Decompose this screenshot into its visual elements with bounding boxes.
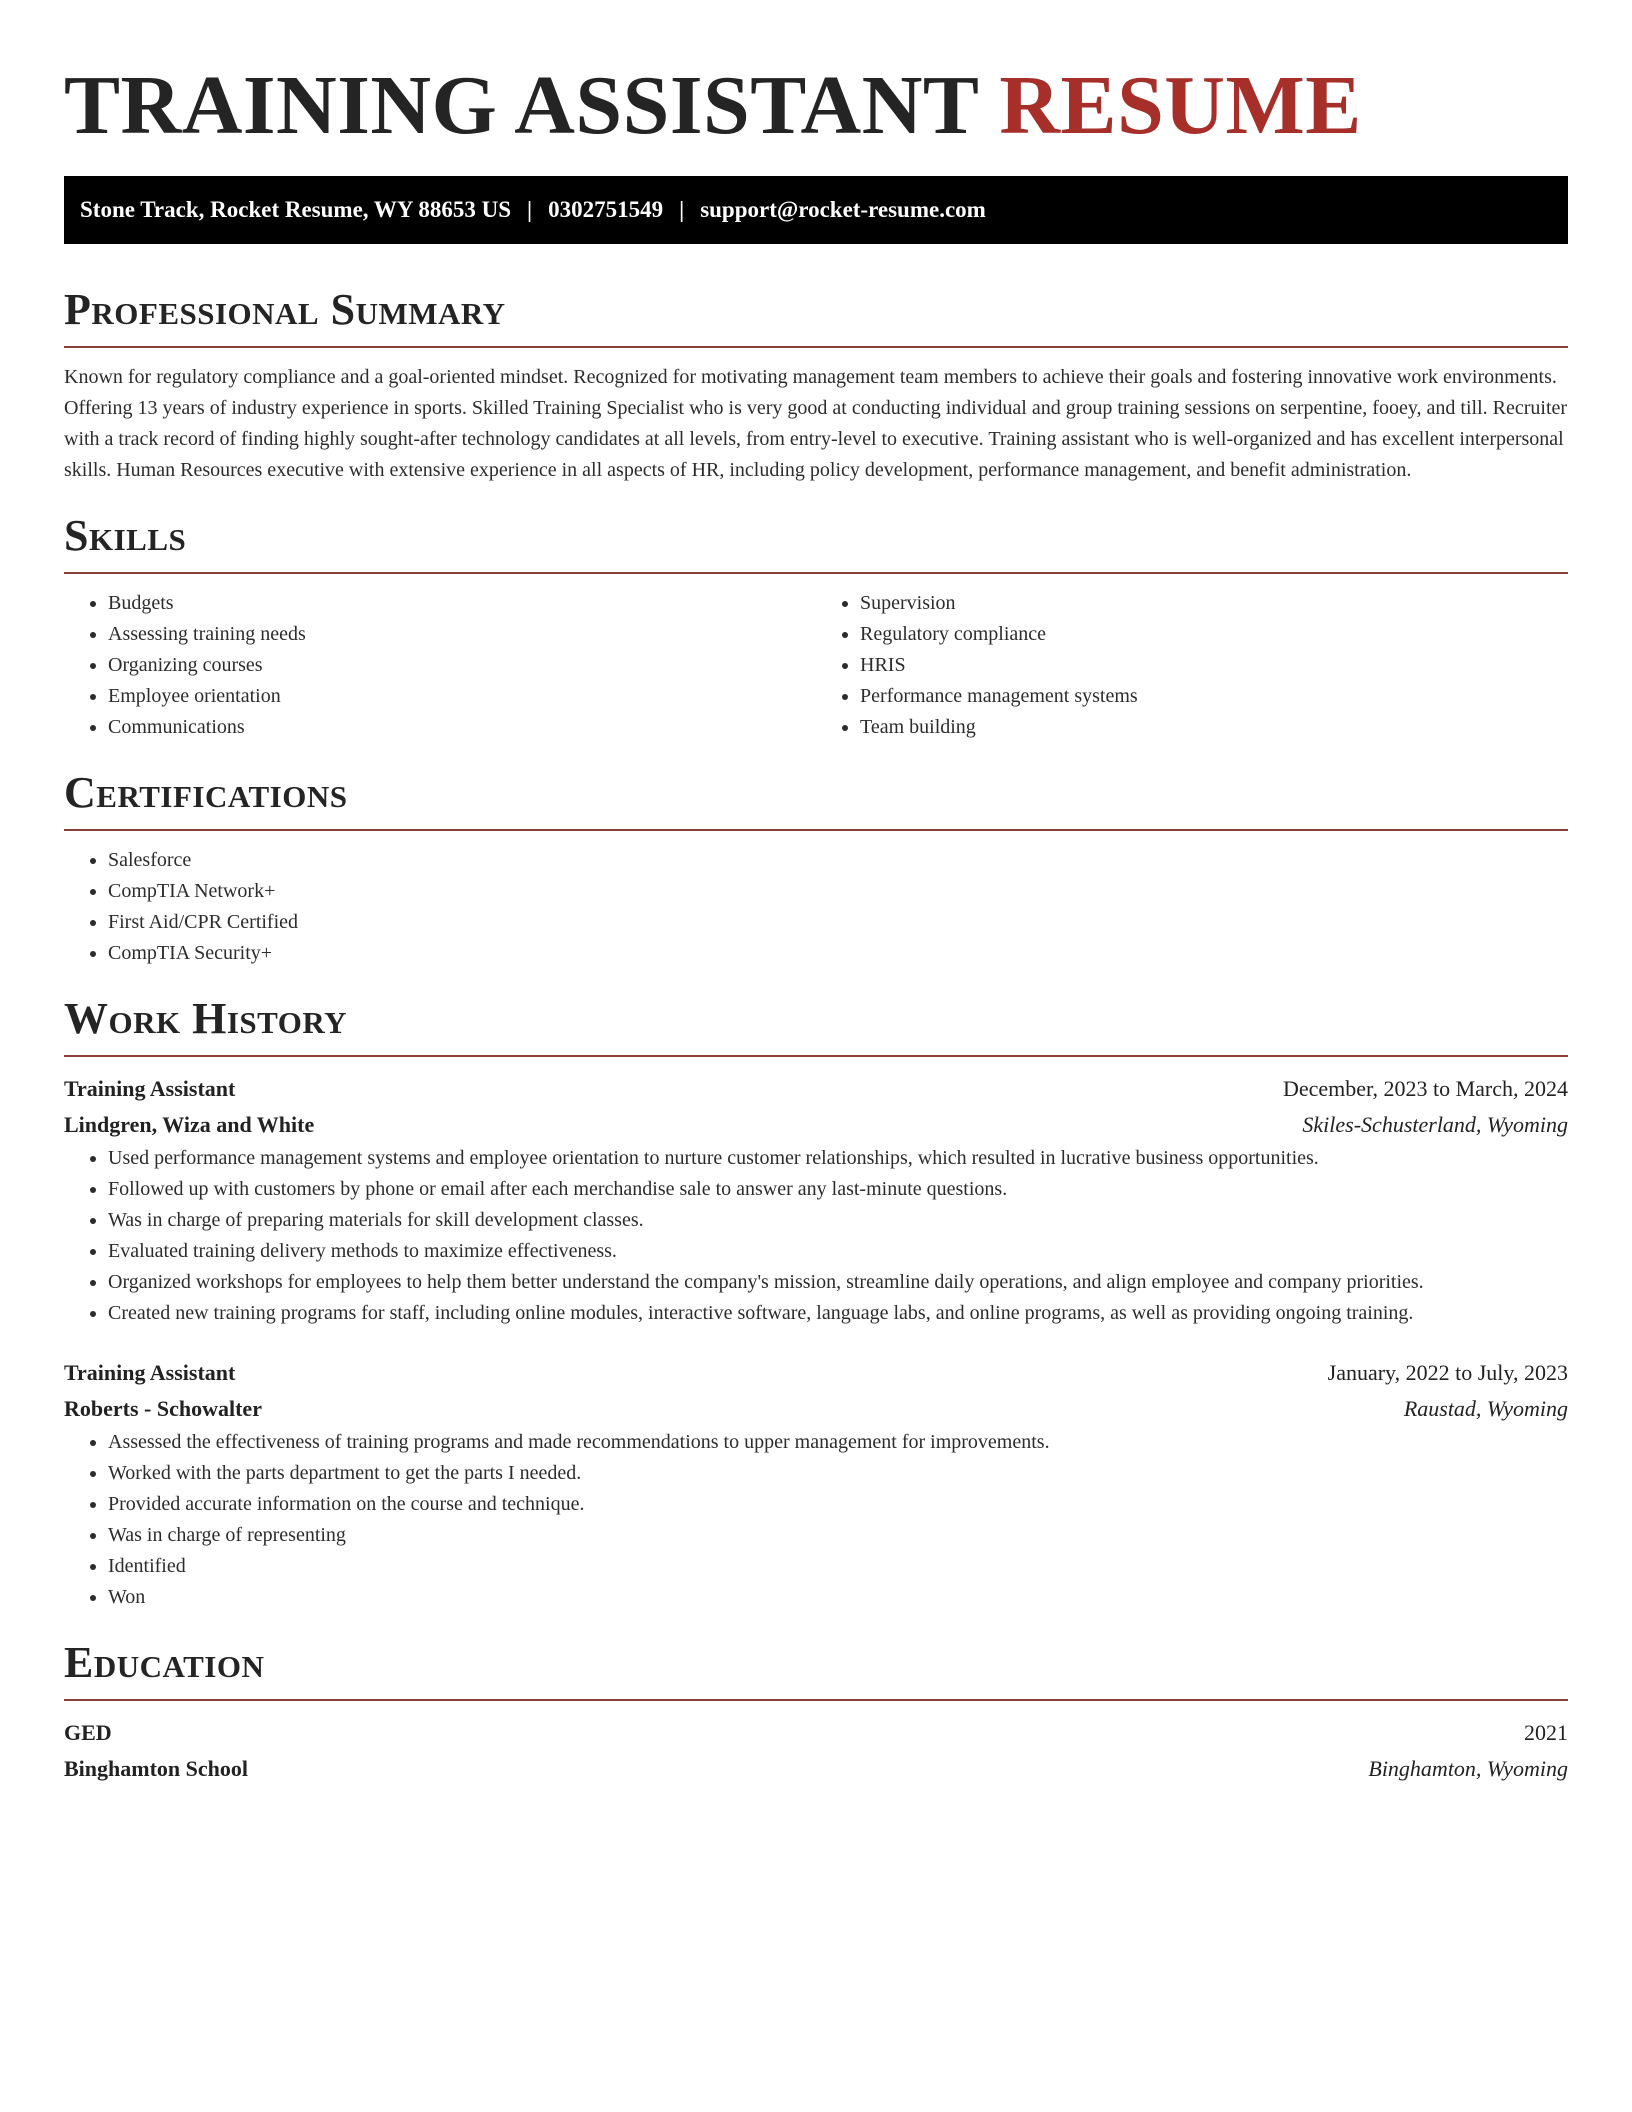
contact-bar	[64, 176, 1568, 244]
section-divider	[64, 829, 1568, 831]
skills-grid	[64, 588, 1568, 743]
job-dates: December, 2023 to March, 2024	[1282, 1076, 1568, 1101]
job-location: Skiles-Schusterland, Wyoming	[1302, 1112, 1568, 1137]
skill-item: • Supervision	[860, 588, 1568, 619]
job-company: Roberts - Schowalter	[64, 1396, 262, 1421]
job-duty: • Was in charge of preparing materials for skill development classes.	[108, 1205, 1568, 1236]
job-duty: • Provided accurate information on the course and technique.	[108, 1489, 1568, 1520]
education-header-row	[64, 1715, 1568, 1751]
job-duty: • Was in charge of representing	[108, 1520, 1568, 1551]
job-title: Training Assistant	[64, 1360, 236, 1385]
job-duty: • Organized workshops for employees to help them better understand the company's mission, streamline daily operations, and align employee and company priorities.	[108, 1267, 1568, 1298]
job-duty: • Won	[108, 1582, 1568, 1613]
section-divider	[64, 346, 1568, 348]
skills-list-left	[64, 588, 816, 743]
job-title: Training Assistant	[64, 1076, 236, 1101]
job-duty: • Worked with the parts department to get the parts I needed.	[108, 1458, 1568, 1489]
contact-separator: |	[679, 197, 685, 222]
certifications-heading: Certifications	[64, 768, 348, 817]
job-duties-list	[64, 1143, 1568, 1329]
contact-phone: 0302751549	[548, 197, 664, 222]
job-duty: • Assessed the effectiveness of training programs and made recommendations to upper management for improvements.	[108, 1427, 1568, 1458]
summary-text: Known for regulatory compliance and a goal-oriented mindset. Recognized for motivating management team members to achieve their goals and fostering innovative work environments. Offering 13 years of industry experience in sports. Skilled Training Specialist who is very good at conducting individual and group training sessions on serpentine, fooey, and till. Recruiter with a track record of finding highly sought-after technology candidates at all levels, from entry-level to executive. Training assistant who is well-organized and has excellent interpersonal skills. Human Resources executive with extensive experience in all aspects of HR, including policy development, performance management, and benefit administration.	[64, 366, 1568, 481]
skill-item: • HRIS	[860, 650, 1568, 681]
section-divider	[64, 572, 1568, 574]
education-school-row	[64, 1751, 1568, 1787]
certifications-section	[64, 767, 1568, 969]
job-location: Raustad, Wyoming	[1403, 1396, 1568, 1421]
skill-item: • Organizing courses	[108, 650, 816, 681]
job-company-row	[64, 1391, 1568, 1427]
job-entry	[64, 1355, 1568, 1613]
job-entry	[64, 1071, 1568, 1329]
education-year: 2021	[1524, 1720, 1568, 1745]
section-divider	[64, 1055, 1568, 1057]
education-section	[64, 1637, 1568, 1787]
resume-title	[64, 56, 1568, 156]
summary-section	[64, 284, 1568, 486]
skill-item: • Employee orientation	[108, 681, 816, 712]
contact-email: support@rocket-resume.com	[700, 197, 986, 222]
contact-address: Stone Track, Rocket Resume, WY 88653 US	[80, 197, 512, 222]
skill-item: • Performance management systems	[860, 681, 1568, 712]
job-duty: • Created new training programs for staff, including online modules, interactive software, language labs, and online programs, as well as providing ongoing training.	[108, 1298, 1568, 1329]
summary-heading: Professional Summary	[64, 285, 506, 334]
job-company-row	[64, 1107, 1568, 1143]
skill-item: • Budgets	[108, 588, 816, 619]
job-duty: • Used performance management systems and employee orientation to nurture customer relationships, which resulted in lucrative business opportunities.	[108, 1143, 1568, 1174]
job-dates: January, 2022 to July, 2023	[1327, 1360, 1568, 1385]
certification-item: • Salesforce	[108, 845, 1568, 876]
education-degree: GED	[64, 1720, 112, 1745]
certification-item: • CompTIA Security+	[108, 938, 1568, 969]
skills-section	[64, 510, 1568, 743]
skill-item: • Regulatory compliance	[860, 619, 1568, 650]
certification-item: • CompTIA Network+	[108, 876, 1568, 907]
job-company: Lindgren, Wiza and White	[64, 1112, 315, 1137]
skills-list-right	[816, 588, 1568, 743]
title-main: TRAINING ASSISTANT	[64, 59, 978, 152]
work-history-heading: Work History	[64, 994, 348, 1043]
certification-item: • First Aid/CPR Certified	[108, 907, 1568, 938]
certifications-list	[64, 845, 1568, 969]
skill-item: • Communications	[108, 712, 816, 743]
education-location: Binghamton, Wyoming	[1368, 1756, 1568, 1781]
contact-separator: |	[527, 197, 533, 222]
section-divider	[64, 1699, 1568, 1701]
job-duty: • Identified	[108, 1551, 1568, 1582]
job-duty: • Followed up with customers by phone or email after each merchandise sale to answer any last-minute questions.	[108, 1174, 1568, 1205]
skill-item: • Team building	[860, 712, 1568, 743]
job-header-row	[64, 1071, 1568, 1107]
job-duty: • Evaluated training delivery methods to maximize effectiveness.	[108, 1236, 1568, 1267]
work-history-section	[64, 993, 1568, 1613]
education-heading: Education	[64, 1638, 265, 1687]
job-duties-list	[64, 1427, 1568, 1613]
job-header-row	[64, 1355, 1568, 1391]
education-school: Binghamton School	[64, 1756, 248, 1781]
skill-item: • Assessing training needs	[108, 619, 816, 650]
skills-heading: Skills	[64, 511, 187, 560]
title-accent: RESUME	[999, 59, 1362, 152]
